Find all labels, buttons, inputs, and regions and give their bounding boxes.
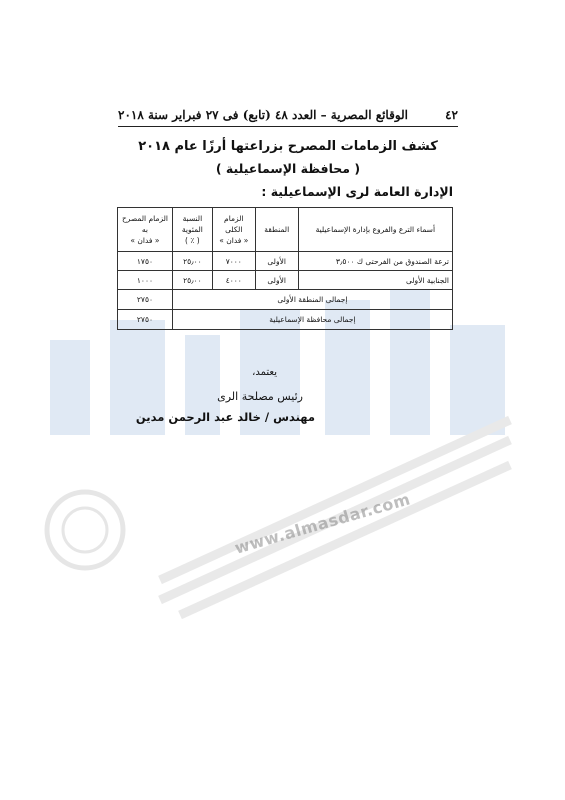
table-header-row <box>118 208 453 252</box>
document-subtitle: ( محافظة الإسماعيلية ) <box>215 161 361 176</box>
running-header <box>118 106 458 124</box>
total-label: إجمالى محافظة الإسماعيلية <box>172 310 452 330</box>
page-number: ٤٢ <box>445 108 458 122</box>
cell-name: ترعة الصندوق من الفرحتى ك ٣٫٥٠٠ <box>298 252 452 271</box>
endorsement: يعتمد، <box>252 367 277 378</box>
total-row <box>118 310 453 330</box>
header-region: المنطقة <box>255 208 298 252</box>
table-row <box>118 252 453 271</box>
cell-name: الجنابية الأولى <box>298 271 452 290</box>
signer-position: رئيس مصلحة الرى <box>217 390 303 403</box>
header-permitted-area: الزمام المصرح به « فدان » <box>118 208 173 252</box>
signer-name: مهندس / خالد عبد الرحمن مدين <box>135 410 315 424</box>
total-value: ٢٧٥٠ <box>118 310 173 330</box>
cell-permitted-area: ١٧٥٠ <box>118 252 173 271</box>
cell-total-area: ٧٠٠٠ <box>212 252 255 271</box>
cell-percentage: ٢٥٫٠٠ <box>172 252 212 271</box>
watermark-logo <box>40 280 530 640</box>
total-label: إجمالى المنطقة الأولى <box>172 290 452 310</box>
rice-area-table <box>117 207 453 330</box>
cell-permitted-area: ١٠٠٠ <box>118 271 173 290</box>
cell-region: الأولى <box>255 252 298 271</box>
header-title: الوقائع المصرية – العدد ٤٨ (تابع) فى ٢٧ فبراير سنة ٢٠١٨ <box>118 108 409 122</box>
watermark-url: www.almasdar.com <box>232 489 413 558</box>
document-title: كشف الزمامات المصرح بزراعتها أرزًا عام ٢٠١٨ <box>138 139 438 154</box>
header-total-area: الزمام الكلى « فدان » <box>212 208 255 252</box>
section-heading: الإدارة العامة لرى الإسماعيلية : <box>261 184 453 199</box>
table-row <box>118 271 453 290</box>
total-row <box>118 290 453 310</box>
cell-total-area: ٤٠٠٠ <box>212 271 255 290</box>
header-names: أسماء الترع والفروع بإدارة الإسماعيلية <box>298 208 452 252</box>
cell-region: الأولى <box>255 271 298 290</box>
header-divider <box>118 126 458 127</box>
cell-percentage: ٢٥٫٠٠ <box>172 271 212 290</box>
header-percentage: النسبة المئوية ( ٪ ) <box>172 208 212 252</box>
total-value: ٢٧٥٠ <box>118 290 173 310</box>
